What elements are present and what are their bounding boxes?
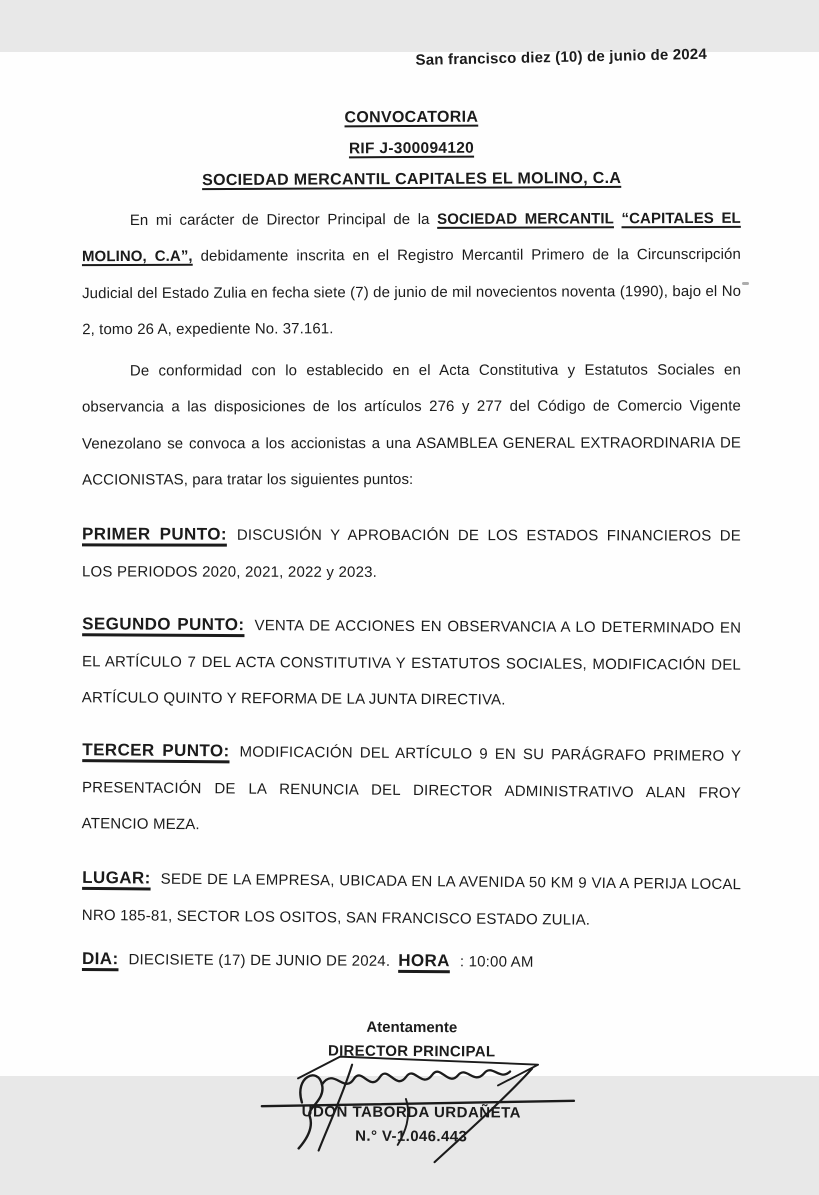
company-name-emphasis: SOCIEDAD MERCANTIL (437, 210, 614, 228)
paragraph-text: En mi carácter de Director Principal de la (129, 210, 438, 229)
signer-name: UDON TABORDA URDAÑETA (301, 1103, 522, 1122)
date-line: San francisco diez (10) de junio de 2024 (415, 45, 708, 69)
point-label: PRIMER PUNTO: (82, 524, 227, 545)
lugar-label: LUGAR: (82, 868, 151, 888)
point-text: VENTA DE ACCIONES EN OBSERVANCIA A LO DETERMINADO EN EL ARTÍCULO 7 DEL ACTA CONSTITUTIVA Y ESTATUTOS SOCIALES, MODIFICACIÓN DEL ARTÍCULO QUINTO Y REFORMA DE LA JUNTA DIRECTIVA. (81, 616, 742, 709)
point-text: DISCUSIÓN Y APROBACIÓN DE LOS ESTADOS FINANCIEROS DE LOS PERIODOS 2020, 2021, 2022 y 2023. (81, 527, 742, 582)
point-label: TERCER PUNTO: (82, 739, 230, 760)
document-page (0, 45, 819, 1146)
hora-value: : 10:00 AM (459, 952, 534, 971)
point-label: SEGUNDO PUNTO: (82, 614, 245, 634)
meeting-place (82, 857, 742, 941)
closing-salutation: Atentamente (366, 1018, 458, 1037)
document-title: CONVOCATORIA (344, 108, 479, 127)
agenda-point-segundo (82, 603, 742, 720)
rif-number: RIF J-300094120 (348, 139, 475, 158)
company-name-quoted: “CAPITALES EL MOLINO, C.A”, (81, 209, 741, 266)
agenda-point-tercer (82, 729, 742, 848)
meeting-datetime (82, 938, 741, 983)
paragraph-introduction (82, 201, 742, 348)
document-content (0, 45, 819, 1146)
signer-id-number: N.° V-1.046.443 (355, 1127, 468, 1146)
closing-block (82, 1017, 742, 1146)
paragraph-text: debidamente inscrita en el Registro Mercantil Primero de la Circunscripción Judicial del Estado Zulia en fecha siete (7) de junio de mil novecientos noventa (1990), bajo el No 2, tomo 26 A, expediente No. 37.161. (82, 246, 742, 339)
point-text: MODIFICACIÓN DEL ARTÍCULO 9 EN SU PARÁGRAFO PRIMERO Y PRESENTACIÓN DE LA RENUNCIA DEL DIRECTOR ADMINISTRATIVO ALAN FROY ATENCIO MEZA. (81, 743, 742, 834)
dia-label: DIA: (81, 948, 119, 968)
hora-label: HORA (398, 950, 450, 970)
company-heading: SOCIEDAD MERCANTIL CAPITALES EL MOLINO, C.A (202, 169, 622, 190)
document-headings (82, 107, 741, 190)
lugar-text: SEDE DE LA EMPRESA, UBICADA EN LA AVENIDA 50 KM 9 VIA A PERIJA LOCAL NRO 185-81, SECTOR LOS OSITOS, SAN FRANCISCO ESTADO ZULIA. (81, 870, 742, 930)
agenda-point-primer (82, 514, 741, 593)
paragraph-convocation: De conformidad con lo establecido en el Acta Constitutiva y Estatutos Sociales en observancia a las disposiciones de los artículos 276 y 277 del Código de Comercio Vigente Venezolano se convoca a los accionistas a una ASAMBLEA GENERAL EXTRAORDINARIA DE ACCIONISTAS, para tratar los siguientes puntos: (81, 361, 742, 489)
dia-text: DIECISIETE (17) DE JUNIO DE 2024. (128, 950, 391, 970)
signer-role: DIRECTOR PRINCIPAL (327, 1042, 496, 1061)
